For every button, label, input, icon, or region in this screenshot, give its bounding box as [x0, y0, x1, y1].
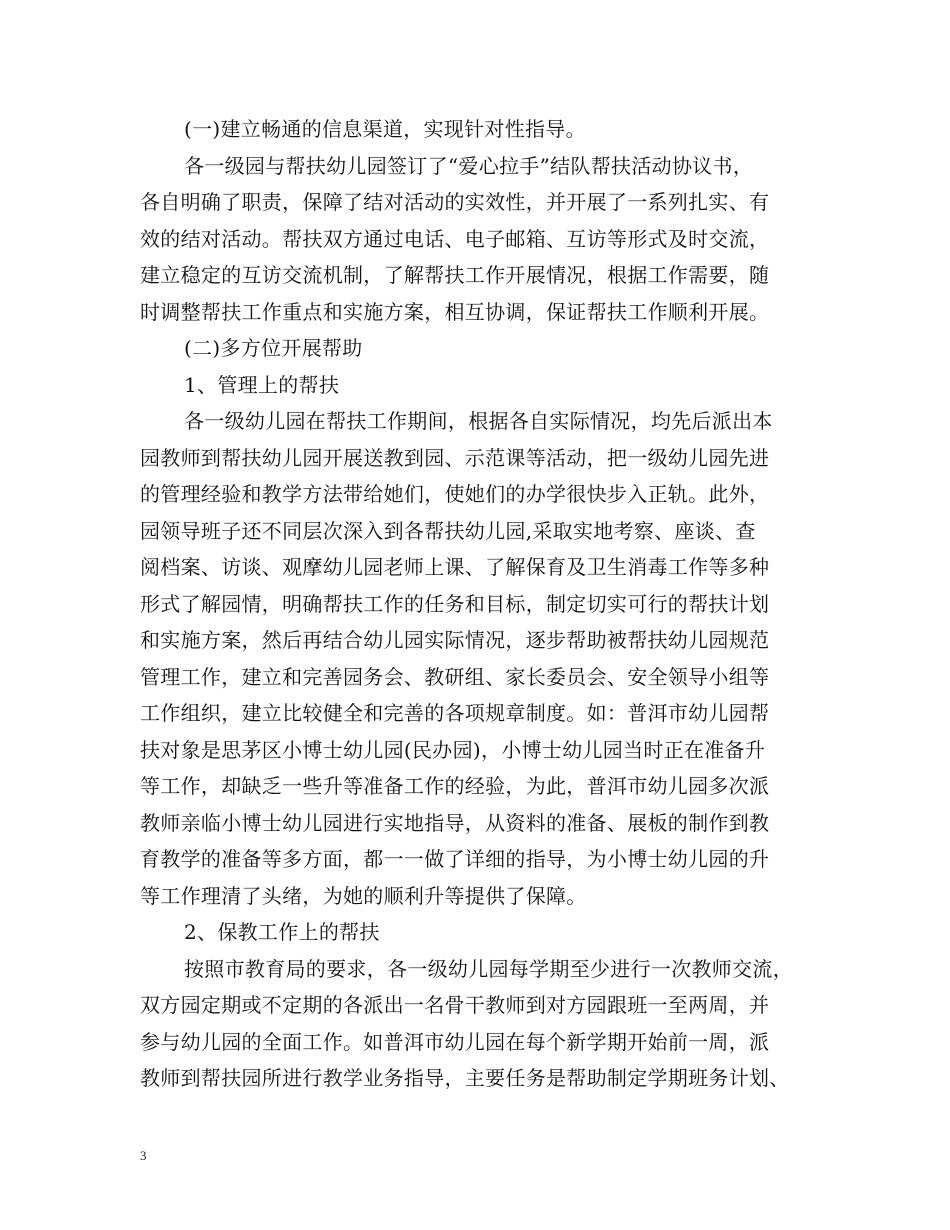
- text-line: 建立稳定的互访交流机制，了解帮扶工作开展情况，根据工作需要，随: [140, 263, 770, 287]
- paragraph-start-line: 各一级园与帮扶幼儿园签订了“爱心拉手”结队帮扶活动协议书，: [184, 153, 754, 178]
- paragraph-start-line: 各一级幼儿园在帮扶工作期间，根据各自实际情况，均先后派出本: [184, 409, 773, 433]
- text-line: 扶对象是思茅区小博士幼儿园(民办园)，小博士幼儿园当时正在准备升: [140, 737, 766, 762]
- paragraph-start-line: (二)多方位开展帮助: [184, 336, 363, 360]
- paragraph-start-line: 2、保教工作上的帮扶: [184, 920, 380, 944]
- text-line: 育教学的准备等多方面，都一一做了详细的指导，为小博士幼儿园的升: [140, 847, 770, 871]
- text-line: 和实施方案，然后再结合幼儿园实际情况，逐步帮助被帮扶幼儿园规范: [140, 628, 770, 652]
- text-line: 效的结对活动。帮扶双方通过电话、电子邮箱、互访等形式及时交流，: [140, 226, 770, 251]
- text-line: 工作组织，建立比较健全和完善的各项规章制度。如：普洱市幼儿园帮: [140, 701, 770, 725]
- paragraph-start-line: 1、管理上的帮扶: [184, 372, 340, 397]
- text-line: 双方园定期或不定期的各派出一名骨干教师到对方园跟班一至两周，并: [140, 993, 770, 1017]
- paragraph-start-line: 按照市教育局的要求，各一级幼儿园每学期至少进行一次教师交流，: [184, 956, 793, 981]
- paragraph-start-line: (一)建立畅通的信息渠道，实现针对性指导。: [184, 117, 586, 141]
- page-number: 3: [140, 1148, 147, 1163]
- document-body: [140, 111, 830, 1097]
- text-line: 教师亲临小博士幼儿园进行实地指导，从资料的准备、展板的制作到教: [140, 810, 770, 835]
- text-line: 时调整帮扶工作重点和实施方案，相互协调，保证帮扶工作顺利开展。: [140, 299, 770, 324]
- text-line: 等工作，却缺乏一些升等准备工作的经验，为此，普洱市幼儿园多次派: [140, 774, 770, 798]
- text-line: 参与幼儿园的全面工作。如普洱市幼儿园在每个新学期开始前一周，派: [140, 1029, 770, 1054]
- text-line: 等工作理清了头绪，为她的顺利升等提供了保障。: [140, 883, 587, 908]
- text-line: 园教师到帮扶幼儿园开展送教到园、示范课等活动，把一级幼儿园先进: [140, 445, 770, 470]
- text-line: 教师到帮扶园所进行教学业务指导，主要任务是帮助制定学期班务计划、: [140, 1066, 790, 1090]
- text-line: 形式了解园情，明确帮扶工作的任务和目标，制定切实可行的帮扶计划: [140, 591, 770, 616]
- text-line: 园领导班子还不同层次深入到各帮扶幼儿园,采取实地考察、座谈、查: [140, 518, 756, 543]
- text-line: 管理工作，建立和完善园务会、教研组、家长委员会、安全领导小组等: [140, 664, 770, 689]
- text-line: 各自明确了职责，保障了结对活动的实效性，并开展了一系列扎实、有: [140, 190, 770, 214]
- text-line: 阅档案、访谈、观摩幼儿园老师上课、了解保育及卫生消毒工作等多种: [140, 555, 770, 579]
- text-line: 的管理经验和教学方法带给她们，使她们的办学很快步入正轨。此外，: [140, 482, 770, 506]
